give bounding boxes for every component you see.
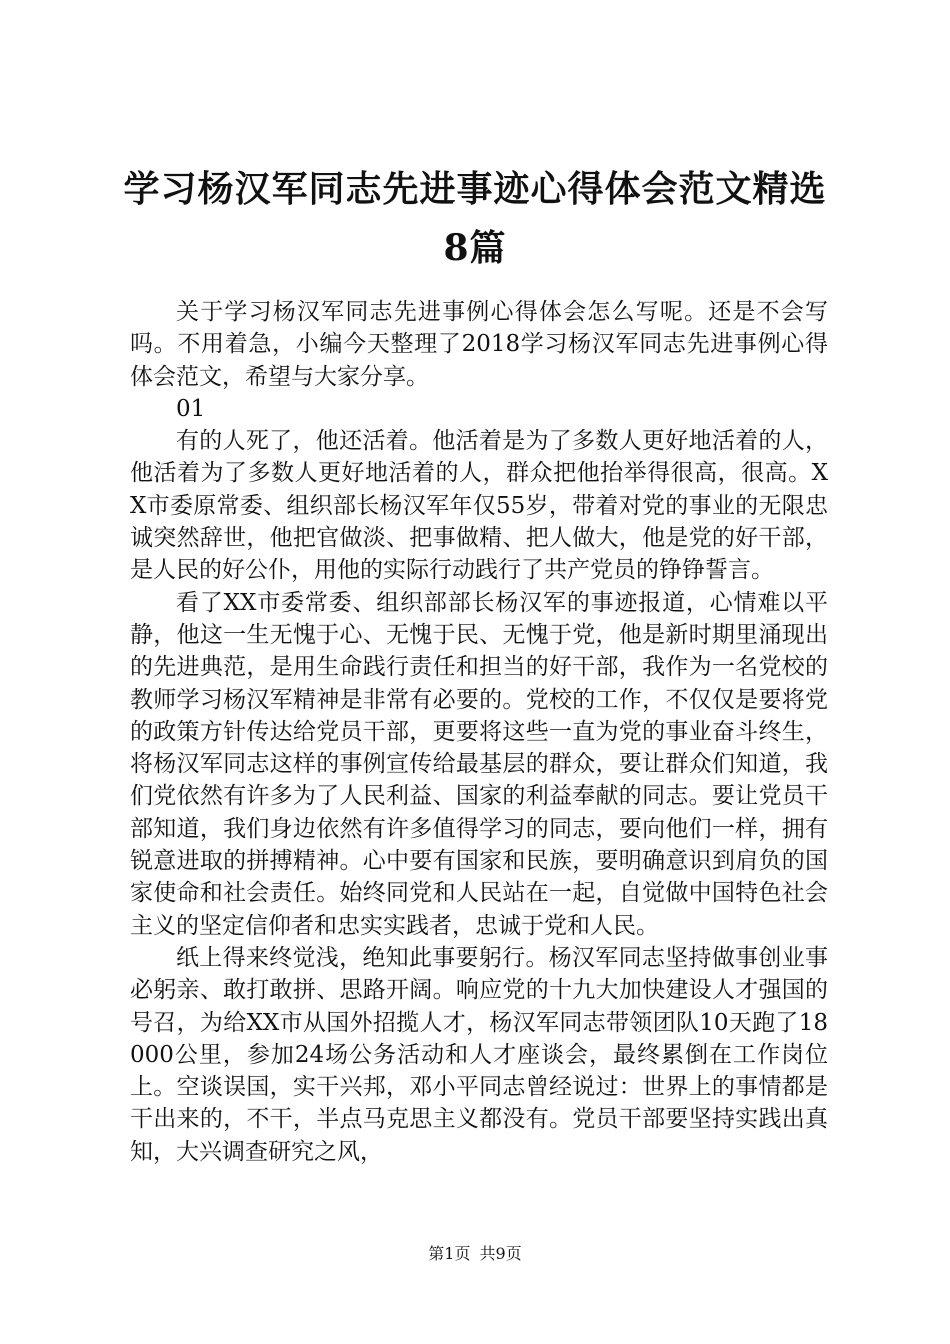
paragraph-intro: 关于学习杨汉军同志先进事例心得体会怎么写呢。还是不会写吗。不用着急，小编今天整理了2018学习杨汉军同志先进事例心得体会范文，希望与大家分享。 [130, 299, 828, 390]
page-footer [0, 1242, 950, 1266]
page-total: 共9页 [479, 1244, 522, 1263]
paragraph-3: 纸上得来终觉浅，绝知此事要躬行。杨汉军同志坚持做事创业事必躬亲、敢打敢拼、思路开阔。响应党的十九大加快建设人才强国的号召，为给XX市从国外招揽人才，杨汉军同志带领团队10天跑了18000公里，参加24场公务活动和人才座谈会，最终累倒在工作岗位上。空谈误国，实干兴邦，邓小平同志曾经说过：世界上的事情都是干出来的，不干，半点马克思主义都没有。党员干部要坚持实践出真知，大兴调查研究之风， [130, 944, 828, 1165]
section-number: 01 [176, 395, 206, 422]
document-title: 学习杨汉军同志先进事迹心得体会范文精选8篇 [123, 168, 827, 269]
document-body [130, 296, 828, 1168]
paragraph-1: 有的人死了，他还活着。他活着是为了多数人更好地活着的人，他活着为了多数人更好地活着的人，群众把他抬举得很高，很高。XX市委原常委、组织部长杨汉军年仅55岁，带着对党的事业的无限忠诚突然辞世，他把官做淡、把事做精、把人做大，他是党的好干部，是人民的好公仆，用他的实际行动践行了共产党员的铮铮誓言。 [130, 428, 828, 584]
paragraph-2: 看了XX市委常委、组织部部长杨汉军的事迹报道，心情难以平静，他这一生无愧于心、无愧于民、无愧于党，他是新时期里涌现出的先进典范，是用生命践行责任和担当的好干部，我作为一名党校的教师学习杨汉军精神是非常有必要的。党校的工作，不仅仅是要将党的政策方针传达给党员干部，更要将这些一直为党的事业奋斗终生，将杨汉军同志这样的事例宣传给最基层的群众，要让群众们知道，我们党依然有许多为了人民利益、国家的利益奉献的同志。要让党员干部知道，我们身边依然有许多值得学习的同志，要向他们一样，拥有锐意进取的拼搏精神。心中要有国家和民族，要明确意识到肩负的国家使命和社会责任。始终同党和人民站在一起，自觉做中国特色社会主义的坚定信仰者和忠实实践者，忠诚于党和人民。 [130, 589, 828, 939]
page-number: 第1页 [428, 1244, 471, 1263]
